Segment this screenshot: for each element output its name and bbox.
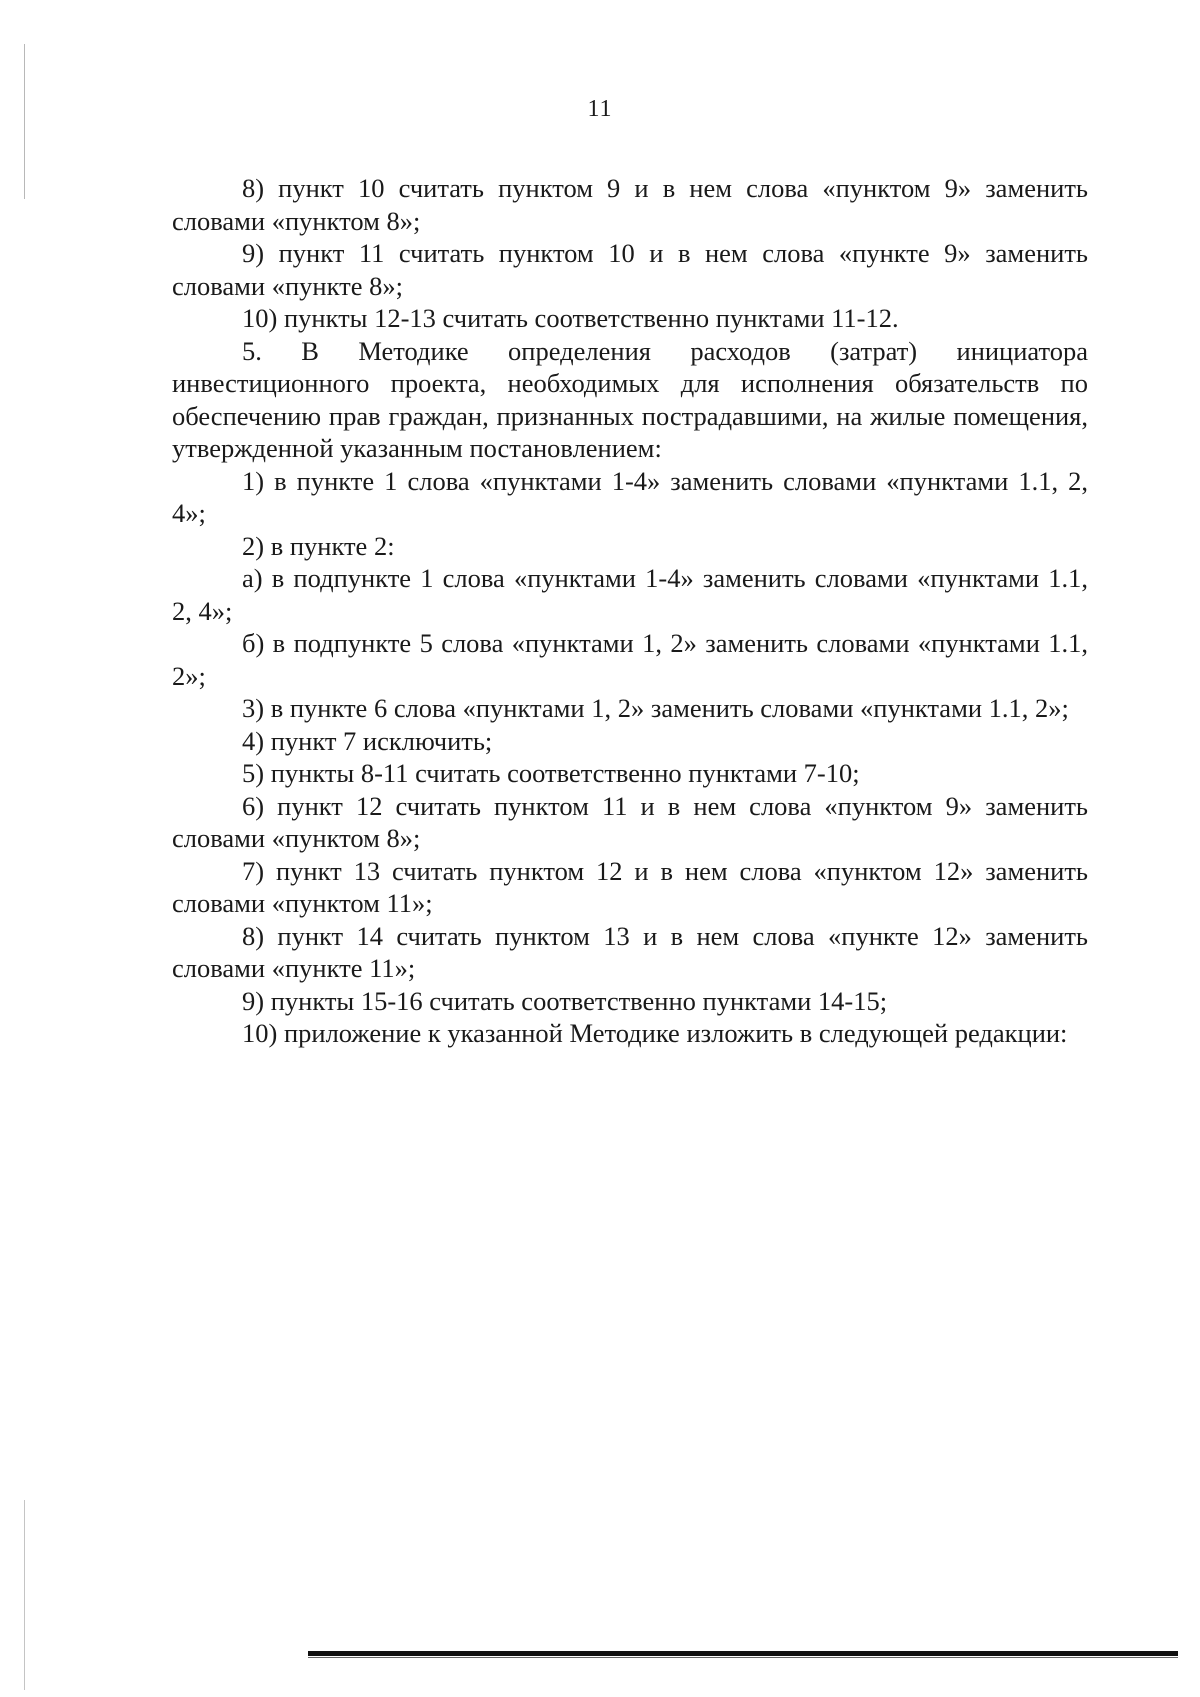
paragraph: 5. В Методике определения расходов (затрат) инициатора инвестиционного проекта, необходимых для исполнения обязательств по обеспечению прав граждан, признанных пострадавшими, на жилые помещения, утвержденной указанным постановлением: bbox=[172, 335, 1088, 463]
document-body bbox=[172, 172, 1088, 1050]
paragraph: 5) пункты 8-11 считать соответственно пунктами 7-10; bbox=[242, 758, 860, 788]
paragraph: 9) пункт 11 считать пунктом 10 и в нем слова «пункте 9» заменить словами «пункте 8»; bbox=[172, 238, 1088, 301]
paragraph: 4) пункт 7 исключить; bbox=[242, 725, 493, 756]
paragraph: 10) приложение к указанной Методике изложить в следующей редакции: bbox=[242, 1018, 1068, 1048]
paragraph: 2) в пункте 2: bbox=[242, 530, 395, 561]
paragraph: 10) пункты 12-13 считать соответственно пунктами 11-12. bbox=[242, 303, 899, 333]
paragraph: 8) пункт 10 считать пунктом 9 и в нем слова «пунктом 9» заменить словами «пунктом 8»; bbox=[172, 173, 1088, 236]
paragraph: б) в подпункте 5 слова «пунктами 1, 2» заменить словами «пунктами 1.1, 2»; bbox=[172, 628, 1088, 691]
paragraph: 6) пункт 12 считать пунктом 11 и в нем слова «пунктом 9» заменить словами «пунктом 8»; bbox=[172, 790, 1088, 853]
paragraph: 7) пункт 13 считать пунктом 12 и в нем слова «пунктом 12» заменить словами «пунктом 11»; bbox=[172, 855, 1088, 918]
paragraph: 9) пункты 15-16 считать соответственно пунктами 14-15; bbox=[242, 985, 888, 1016]
paragraph: 8) пункт 14 считать пунктом 13 и в нем слова «пункте 12» заменить словами «пункте 11»; bbox=[172, 920, 1088, 983]
scan-margin-line-bottom bbox=[24, 1500, 25, 1690]
paragraph: а) в подпункте 1 слова «пунктами 1-4» заменить словами «пунктами 1.1, 2, 4»; bbox=[172, 563, 1088, 626]
page-number: 11 bbox=[587, 96, 613, 122]
bottom-rule bbox=[308, 1651, 1178, 1656]
paragraph: 1) в пункте 1 слова «пунктами 1-4» заменить словами «пунктами 1.1, 2, 4»; bbox=[172, 465, 1088, 528]
bottom-rule-shadow bbox=[308, 1657, 1178, 1658]
paragraph: 3) в пункте 6 слова «пунктами 1, 2» заменить словами «пунктами 1.1, 2»; bbox=[242, 693, 1069, 723]
